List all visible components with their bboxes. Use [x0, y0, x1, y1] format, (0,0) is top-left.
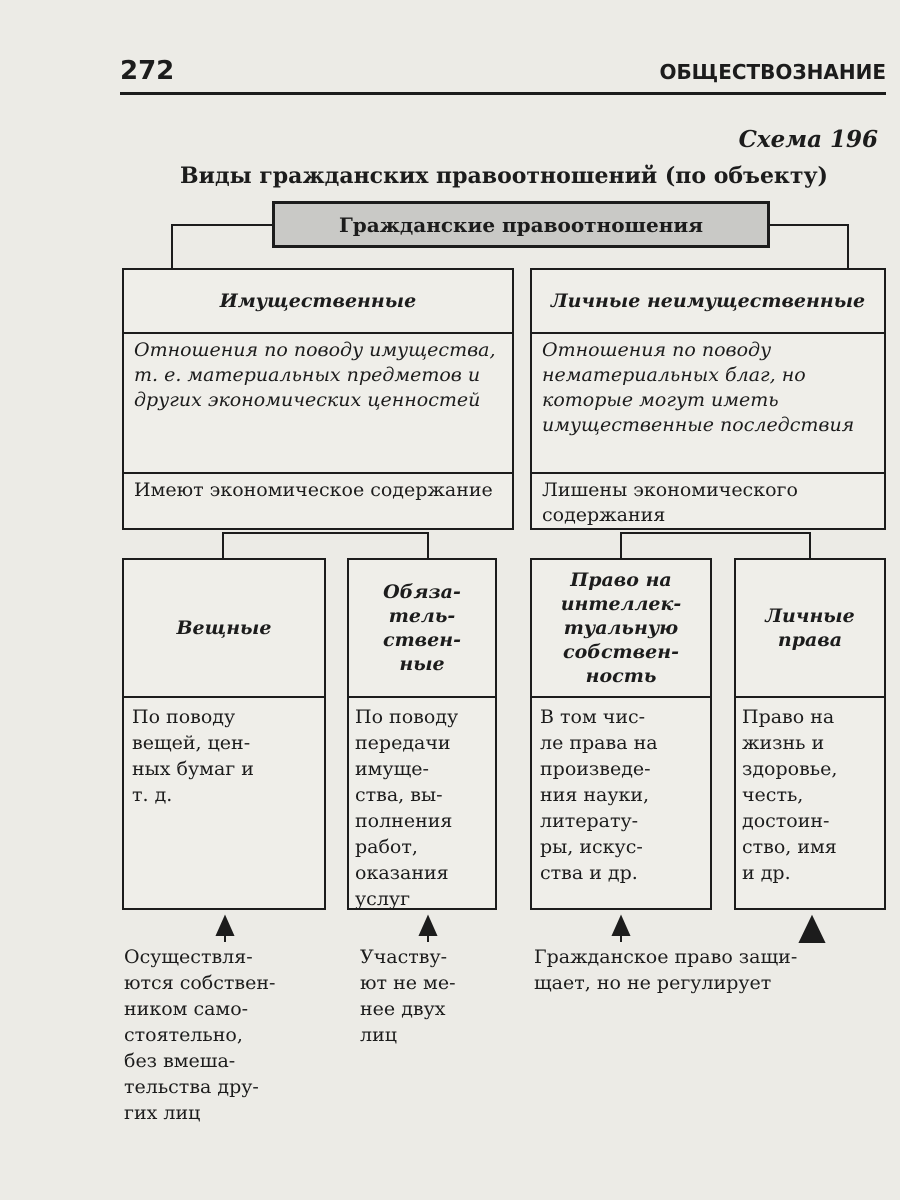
leaf-real-rights-label: Вещные [124, 560, 324, 698]
leaf-intellectual-property-label: Право на интеллек- туальную собствен- ность [532, 560, 710, 698]
leaf-personal-rights-label: Личные права [736, 560, 884, 698]
branch-property-description: Отношения по поводу имущества, т. е. материальных предметов и других экономических ценностей [124, 334, 512, 474]
branch-personal [530, 268, 886, 530]
leaf-intellectual-property [530, 558, 712, 910]
leaf-obligations-description: По поводу передачи имуще- ства, вы- полнения работ, оказания услуг [355, 706, 459, 910]
branch-personal-label: Личные неимущественные [532, 270, 884, 334]
leaf-real-rights [122, 558, 326, 910]
connector-right-branch [621, 533, 810, 558]
branch-property [122, 268, 514, 530]
branch-personal-description: Отношения по поводу нематериальных благ, но которые могут иметь имущественные последствия [532, 334, 884, 474]
note-obligations: Участву- ют не ме- нее двух лиц [360, 946, 456, 1046]
leaf-obligations-label: Обяза- тель- ствен- ные [349, 560, 495, 698]
branch-personal-note: Лишены экономического содержания [542, 479, 798, 526]
arrow-4 [800, 917, 824, 942]
leaf-real-rights-description: По поводу вещей, цен- ных бумаг и т. д. [132, 706, 254, 806]
leaf-personal-rights-description: Право на жизнь и здоровье, честь, достоин- ство, имя и др. [742, 706, 838, 884]
note-real-rights: Осуществля- ются собствен- ником само- стоятельно, без вмеша- тельства дру- гих лиц [124, 946, 276, 1124]
connector-root-right [770, 225, 848, 270]
leaf-obligations [347, 558, 497, 910]
arrow-1 [217, 917, 233, 942]
leaf-personal-rights [734, 558, 886, 910]
connector-left-branch [223, 533, 428, 558]
note-personal-non-property: Гражданское право защи- щает, но не регулирует [534, 946, 798, 994]
connector-root-left [172, 225, 272, 270]
branch-property-note: Имеют экономическое содержание [134, 479, 493, 501]
arrow-3 [613, 917, 629, 942]
root-label: Гражданские правоотношения [338, 212, 703, 237]
schema-number: Схема 196 [738, 126, 878, 153]
schema-title: Виды гражданских правоотношений (по объекту) [180, 163, 828, 189]
arrow-2 [420, 917, 436, 942]
branch-property-label: Имущественные [124, 270, 512, 334]
leaf-intellectual-property-description: В том чис- ле права на произведе- ния науки, литерату- ры, искус- ства и др. [540, 706, 658, 884]
page-number: 272 [120, 56, 175, 86]
running-head: ОБЩЕСТВОЗНАНИЕ [659, 60, 886, 84]
root-node [272, 201, 770, 248]
